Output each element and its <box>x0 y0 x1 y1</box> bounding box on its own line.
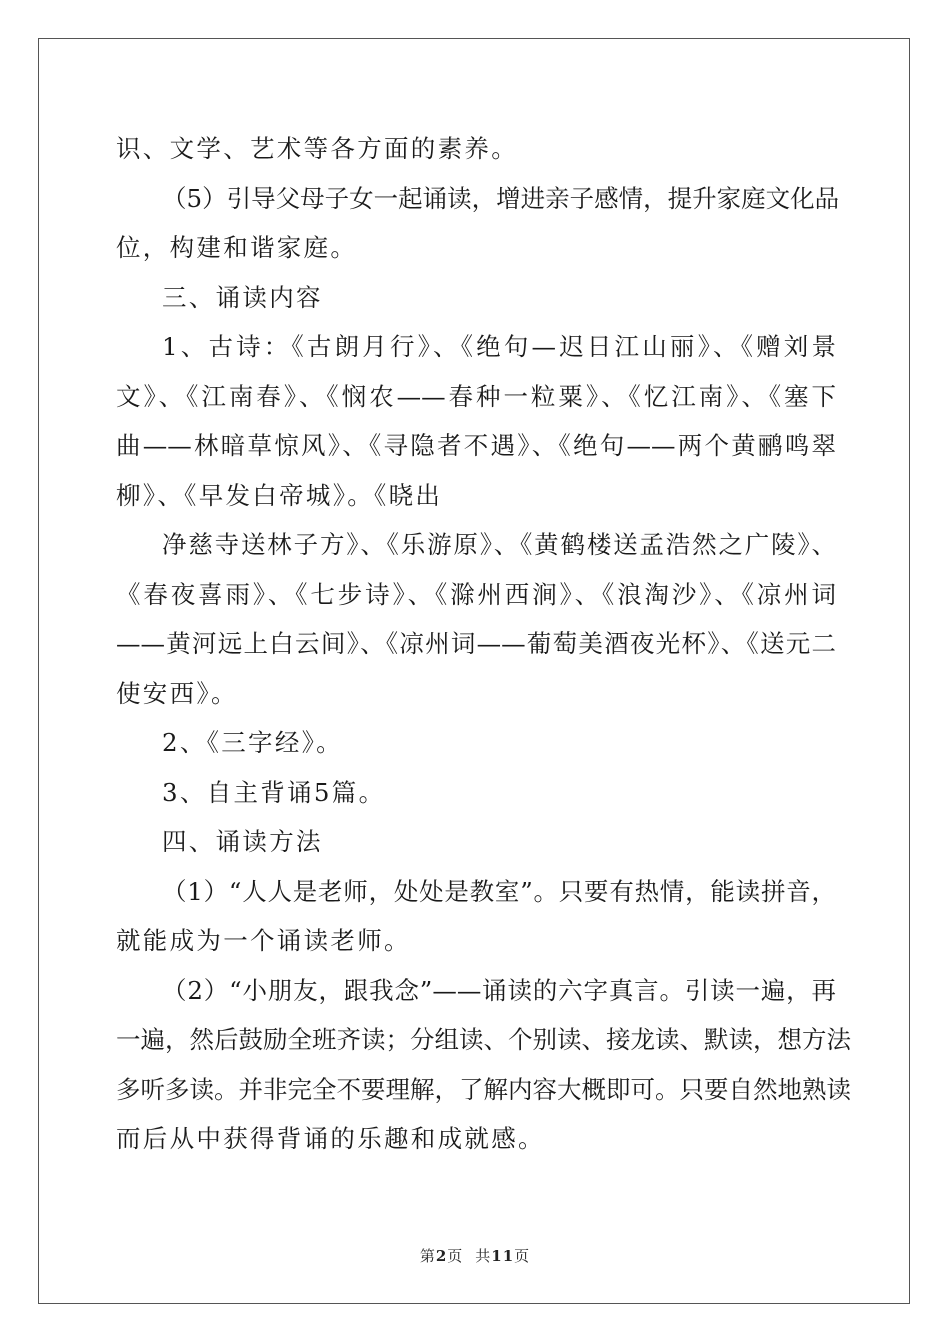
poem-list-line: 净慈寺送林子方》、《乐游原》、《黄鹤楼送孟浩然之广陵》、 <box>162 530 836 559</box>
list-item-2: 2、《三字经》。 <box>162 728 343 757</box>
poem-list-line: 柳》、《早发白帝城》。《晓出 <box>116 480 443 510</box>
method-2-line: 多听多读。并非完全不要理解，了解内容大概即可。只要自然地熟读 <box>116 1074 851 1104</box>
method-2-line: 而后从中获得背诵的乐趣和成就感。 <box>116 1124 545 1153</box>
paragraph-5-line: （5）引导父母子女一起诵读，增进亲子感情，提升家庭文化品 <box>162 183 840 213</box>
total-pages: 11 <box>491 1247 515 1265</box>
poem-list-line: 1、古诗：《古朗月行》、《绝句—迟日江山丽》、《赠刘景 <box>162 332 836 361</box>
page-prefix: 第 <box>419 1247 436 1265</box>
section-heading-3: 三、诵读内容 <box>162 282 323 312</box>
text-line: 识、文学、艺术等各方面的素养。 <box>116 134 518 163</box>
page-suffix: 页 <box>447 1247 464 1265</box>
page-number: 2 <box>435 1247 448 1265</box>
poem-list-line: 《春夜喜雨》、《七步诗》、《滁州西涧》、《浪淘沙》、《凉州词 <box>116 579 836 609</box>
poem-list-line: 使安西》。 <box>116 678 238 708</box>
section-heading-4: 四、诵读方法 <box>162 827 323 856</box>
list-item-3: 3、自主背诵5篇。 <box>162 777 386 807</box>
method-2-line: （2）“小朋友，跟我念”——诵读的六字真言。引读一遍，再 <box>162 975 836 1005</box>
document-body <box>116 124 851 1164</box>
poem-list-line: 文》、《江南春》、《悯农——春种一粒粟》、《忆江南》、《塞下 <box>116 381 836 411</box>
total-prefix: 共 <box>475 1247 492 1265</box>
poem-list-line: ——黄河远上白云间》、《凉州词——葡萄美酒夜光杯》、《送元二 <box>116 629 836 658</box>
page-footer <box>0 1246 950 1266</box>
method-2-line: 一遍，然后鼓励全班齐读；分组读、个别读、接龙读、默读，想方法 <box>116 1025 851 1054</box>
method-1-line: 就能成为一个诵读老师。 <box>116 926 411 955</box>
total-suffix: 页 <box>514 1247 531 1265</box>
text-line: 位，构建和谐家庭。 <box>116 233 358 262</box>
method-1-line: （1）“人人是老师，处处是教室”。只要有热情，能读拼音， <box>162 876 836 906</box>
poem-list-line: 曲——林暗草惊风》、《寻隐者不遇》、《绝句——两个黄鹂鸣翠 <box>116 431 836 460</box>
